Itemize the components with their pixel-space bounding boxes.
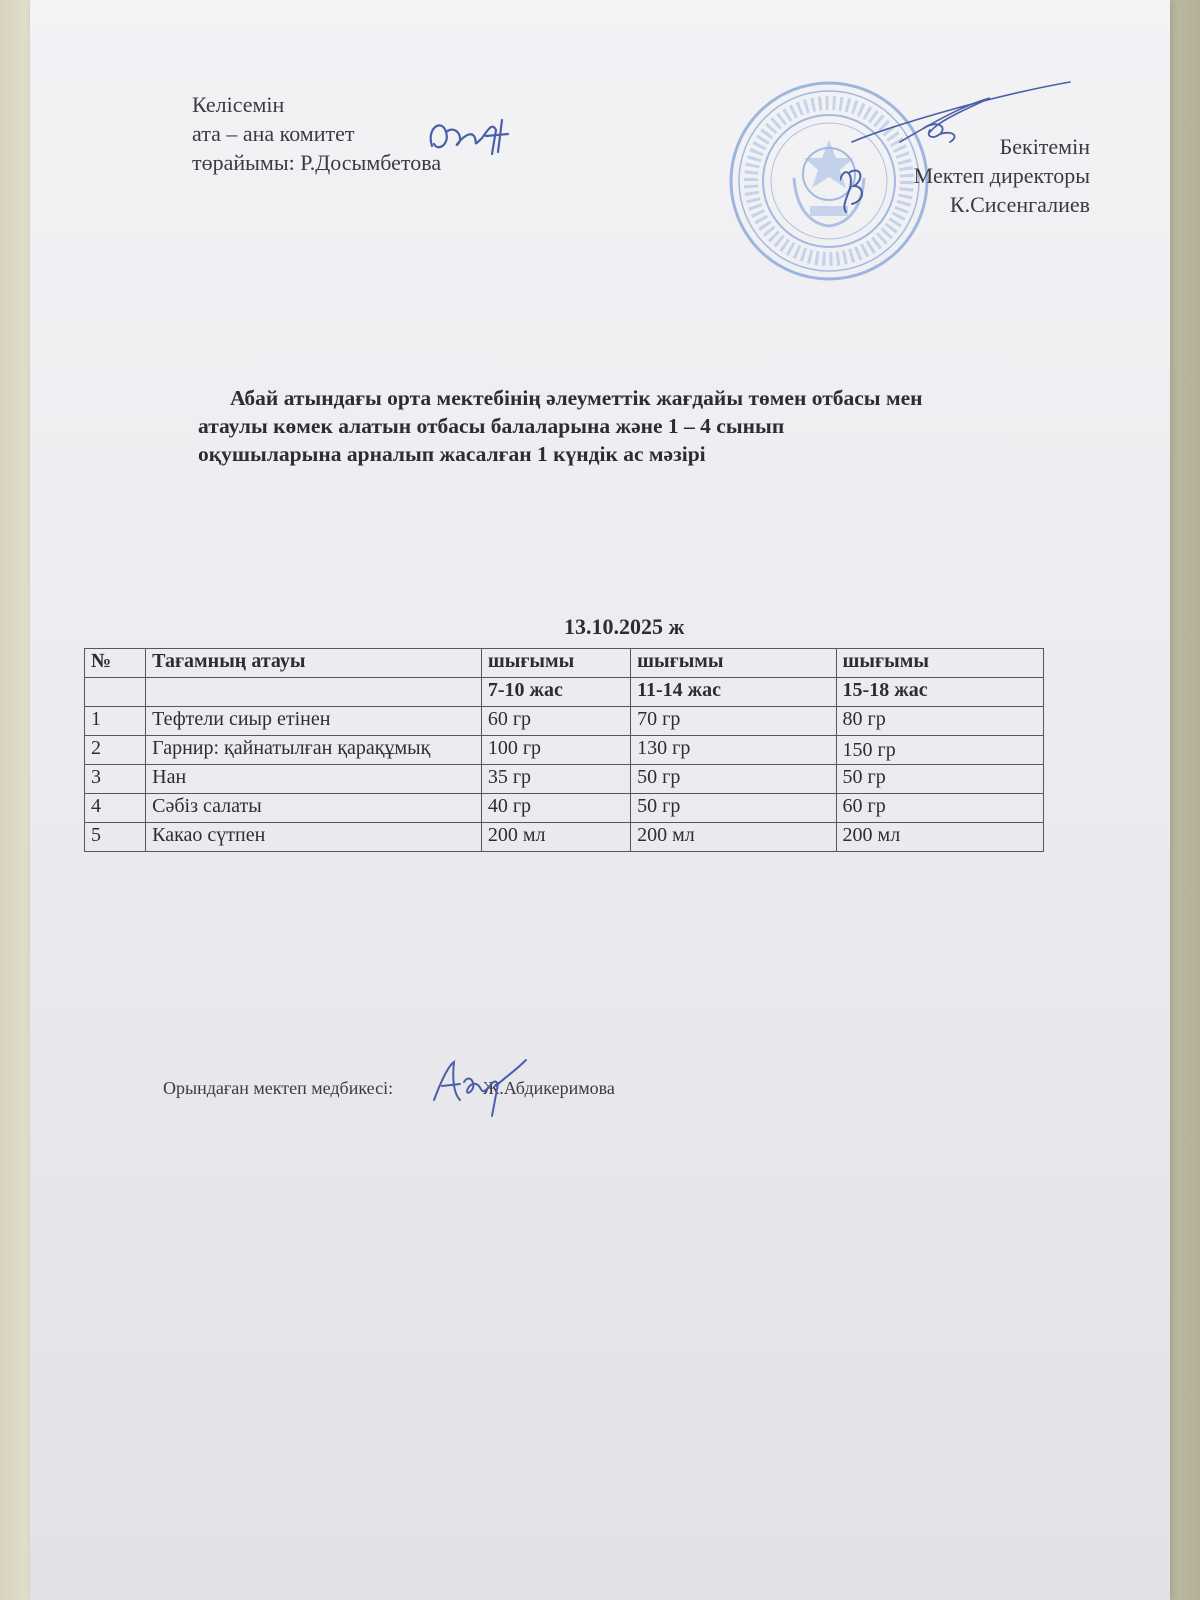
row-number: 4 (85, 794, 146, 823)
approval-left-line2: ата – ана комитет (192, 121, 355, 146)
row-yield-c: 50 гр (836, 765, 1043, 794)
approval-left-line1: Келісемін (192, 92, 285, 117)
table-subheader-row (85, 678, 1044, 707)
subheader-empty-name (146, 678, 482, 707)
title-line1: Абай атындағы орта мектебінің әлеуметтік жағдайы төмен отбасы мен (230, 386, 923, 410)
nurse-signoff (163, 1078, 615, 1099)
subheader-empty-number (85, 678, 146, 707)
row-yield-b: 50 гр (631, 765, 836, 794)
subheader-age-b: 11-14 жас (631, 678, 836, 707)
row-dish-name: Какао сүтпен (146, 823, 482, 852)
table-row (85, 765, 1044, 794)
menu-date: 13.10.2025 ж (564, 614, 685, 639)
parent-committee-signature (412, 108, 522, 168)
row-dish-name: Сәбіз салаты (146, 794, 482, 823)
row-dish-name: Гарнир: қайнатылған қарақұмық (146, 736, 482, 765)
row-yield-c: 200 мл (836, 823, 1043, 852)
approval-right-line3: К.Сисенгалиев (949, 192, 1090, 217)
row-yield-a: 40 гр (481, 794, 630, 823)
row-yield-c: 80 гр (836, 707, 1043, 736)
row-number: 2 (85, 736, 146, 765)
row-yield-c: 60 гр (836, 794, 1043, 823)
menu-table (84, 648, 1044, 852)
header-yield-b: шығымы (631, 649, 836, 678)
nurse-name: Ж.Абдикеримова (483, 1078, 615, 1098)
header-dish-name: Тағамның атауы (146, 649, 482, 678)
nurse-signature (430, 1054, 540, 1120)
approval-right-line1: Бекітемін (999, 134, 1090, 159)
row-yield-a: 200 мл (481, 823, 630, 852)
row-number: 1 (85, 707, 146, 736)
title-line3: оқушыларына арналып жасалған 1 күндік ас мәзірі (198, 442, 706, 466)
subheader-age-c: 15-18 жас (836, 678, 1043, 707)
row-yield-a: 35 гр (481, 765, 630, 794)
row-dish-name: Тефтели сиыр етінен (146, 707, 482, 736)
header-yield-a: шығымы (481, 649, 630, 678)
approval-left-line3: төрайымы: Р.Досымбетова (192, 150, 442, 175)
row-yield-c: 150 гр (836, 736, 1043, 765)
header-number: № (85, 649, 146, 678)
nurse-label: Орындаған мектеп медбикесі: (163, 1078, 394, 1098)
row-yield-a: 100 гр (481, 736, 630, 765)
table-header-row (85, 649, 1044, 678)
director-approval (850, 132, 1090, 219)
table-row (85, 707, 1044, 736)
row-dish-name: Нан (146, 765, 482, 794)
row-number: 3 (85, 765, 146, 794)
approval-right-line2: Мектеп директоры (913, 163, 1090, 188)
document-title (198, 384, 1098, 468)
title-line2: атаулы көмек алатын отбасы балаларына және 1 – 4 сынып (198, 414, 785, 438)
header-yield-c: шығымы (836, 649, 1043, 678)
row-yield-a: 60 гр (481, 707, 630, 736)
row-yield-b: 50 гр (631, 794, 836, 823)
row-number: 5 (85, 823, 146, 852)
row-yield-b: 70 гр (631, 707, 836, 736)
row-yield-b: 200 мл (631, 823, 836, 852)
parent-committee-approval (192, 90, 441, 177)
row-yield-b: 130 гр (631, 736, 836, 765)
table-row (85, 794, 1044, 823)
table-row (85, 823, 1044, 852)
table-row (85, 736, 1044, 765)
subheader-age-a: 7-10 жас (481, 678, 630, 707)
